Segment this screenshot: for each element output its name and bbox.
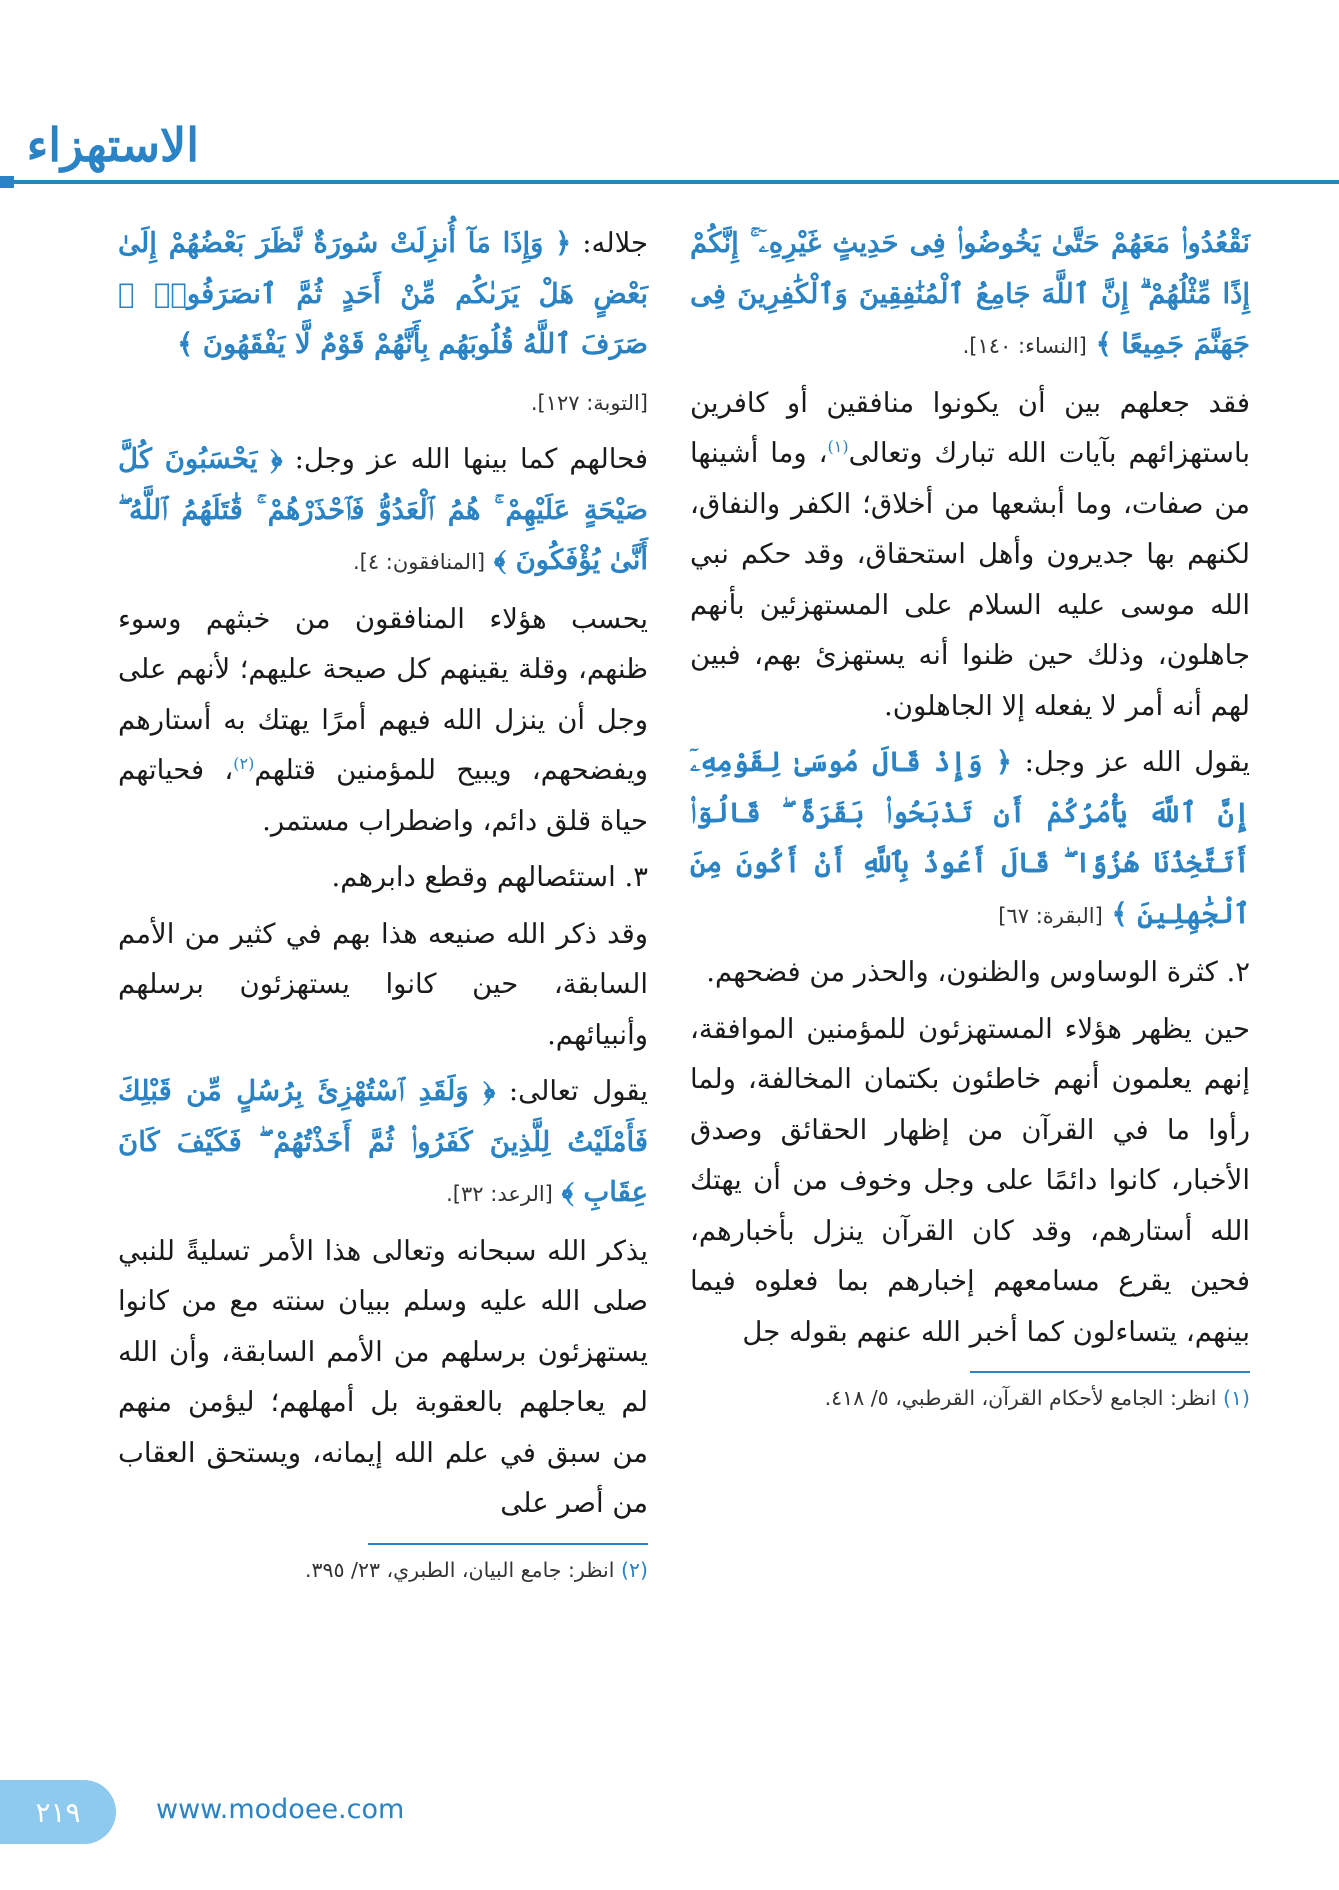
- paragraph-text: فحالهم كما بينها الله عز وجل:: [294, 443, 649, 475]
- paragraph-text: ، وما أشينها من صفات، وما أبشعها من أخلاق؛ الكفر والنفاق، لكنهم بها جديرون وأهل استحقاق، وقد حكم نبي الله موسى عليه السلام على المستهزئين بأنهم جاهلون، وذلك حين ظنوا أنه يستهزئ بهم، فبين لهم أنه أمر لا يفعله إلا الجاهلون.: [690, 437, 1250, 722]
- paragraph-text: يقول تعالى:: [508, 1075, 648, 1107]
- page-number: ٢١٩: [35, 1795, 81, 1829]
- paragraph-text: ، فحياتهم حياة قلق دائم، واضطراب مستمر.: [118, 754, 648, 837]
- verse-reference: [البقرة: ٦٧]: [998, 903, 1103, 928]
- quran-verse: ﴿ وَإِذْ قَالَ مُوسَىٰ لِقَوْمِهِۦٓ إِنَّ ٱللَّهَ يَأْمُرُكُمْ أَن تَذْبَحُوا۟ بَقَرَةً ۖ قَالُوٓا۟ أَتَتَّخِذُنَا هُزُوًا ۖ قَالَ أَعُوذُ بِٱللَّهِ أَنْ أَكُونَ مِنَ ٱلْجَٰهِلِينَ ﴾: [690, 746, 1250, 930]
- footnote: [118, 1553, 648, 1587]
- verse-reference: [التوبة: ١٢٧].: [530, 390, 648, 415]
- paragraph-text: جلاله:: [582, 227, 648, 259]
- paragraph: حين يظهر هؤلاء المستهزئون للمؤمنين الموافقة، إنهم يعلمون أنهم خاطئون بكتمان المخالفة، ولما رأوا ما في القرآن من إظهار الحقائق وصدق الأخبار، كانوا دائمًا على وجل وخوف من أن يهتك الله أستارهم، وقد كان القرآن ينزل بأخبارهم، فحين يقرع مسامعهم إخبارهم بما فعلوه فيما بينهم، يتساءلون كما أخبر الله عنهم بقوله جل: [690, 1012, 1250, 1348]
- quran-verse: ﴿ يَحْسَبُونَ كُلَّ صَيْحَةٍ عَلَيْهِمْ ۚ هُمُ ٱلْعَدُوُّ فَٱحْذَرْهُمْ ۚ قَٰتَلَهُمُ ٱللَّهُ ۖ أَنَّىٰ يُؤْفَكُونَ ﴾: [118, 443, 648, 576]
- verse-reference: [النساء: ١٤٠].: [962, 334, 1087, 358]
- site-url-link[interactable]: www.modoee.com: [156, 1794, 405, 1825]
- paragraph-text: يقول الله عز وجل:: [1024, 746, 1251, 778]
- paragraph-text: يحسب هؤلاء المنافقون من خبثهم وسوء ظنهم، وقلة يقينهم كل صيحة عليهم؛ لأنهم على وجل أن ينزل الله فيهم أمرًا يهتك به أستارهم ويفضحهم، ويبيح للمؤمنين قتلهم: [118, 602, 648, 786]
- quran-verse: ﴿ وَلَقَدِ ٱسْتُهْزِئَ بِرُسُلٍ مِّن قَبْلِكَ فَأَمْلَيْتُ لِلَّذِينَ كَفَرُوا۟ ثُمَّ أَخَذْتُهُمْ ۖ فَكَيْفَ كَانَ عِقَابِ ﴾: [118, 1075, 648, 1208]
- footnote-text: انظر: الجامع لأحكام القرآن، القرطبي، ٥/ ٤١٨.: [824, 1386, 1217, 1410]
- paragraph: [118, 594, 648, 847]
- footnote: [690, 1381, 1250, 1415]
- verse-reference: [المنافقون: ٤].: [352, 550, 486, 574]
- paragraph: يذكر الله سبحانه وتعالى هذا الأمر تسليةً للنبي صلى الله عليه وسلم ببيان سنته مع من كانوا يستهزئون برسلهم من الأمم السابقة، وأن الله لم يعاجلهم بالعقوبة بل أمهلهم؛ ليؤمن منهم من سبق في علم الله إيمانه، ويستحق العقاب من أصر على: [118, 1234, 648, 1519]
- right-column: [690, 218, 1250, 1421]
- section-heading: ٢. كثرة الوساوس والظنون، والحذر من فضحهم.: [706, 956, 1250, 988]
- footnote-marker[interactable]: (٢): [233, 753, 255, 773]
- header-rule-ornament: [0, 176, 14, 188]
- header-rule: [0, 180, 1339, 184]
- left-column: [118, 218, 648, 1593]
- section-heading: ٣. استئصالهم وقطع دابرهم.: [331, 861, 648, 893]
- footnote-rule: [368, 1543, 648, 1545]
- verse-reference: [الرعد: ٣٢].: [446, 1182, 553, 1206]
- paragraph: [690, 378, 1250, 732]
- quran-verse: ﴿ وَإِذَا مَآ أُنزِلَتْ سُورَةٌ نَّظَرَ بَعْضُهُمْ إِلَىٰ بَعْضٍ هَلْ يَرَىٰكُم مِّنْ أَحَدٍ ثُمَّ ٱنصَرَفُوا۟ ۚ صَرَفَ ٱللَّهُ قُلُوبَهُم بِأَنَّهُمْ قَوْمٌ لَّا يَفْقَهُونَ ﴾: [118, 227, 648, 360]
- verse-block: [690, 218, 1250, 372]
- footnote-number: (١): [1222, 1386, 1250, 1410]
- footnote-marker[interactable]: (١): [827, 436, 849, 456]
- page-number-tab: [0, 1780, 116, 1844]
- footnote-text: انظر: جامع البيان، الطبري، ٢٣/ ٣٩٥.: [304, 1557, 615, 1582]
- paragraph: [690, 737, 1250, 941]
- verse-block: [118, 218, 648, 370]
- quran-verse: نَقْعُدُوا۟ مَعَهُمْ حَتَّىٰ يَخُوضُوا۟ فِى حَدِيثٍ غَيْرِهِۦٓ ۚ إِنَّكُمْ إِذًا مِّثْلُهُمْ ۗ إِنَّ ٱللَّهَ جَامِعُ ٱلْمُنَٰفِقِينَ وَٱلْكَٰفِرِينَ فِى جَهَنَّمَ جَمِيعًا ﴾: [690, 227, 1250, 360]
- page-title: الاستهزاء: [26, 118, 199, 172]
- footnote-number: (٢): [620, 1557, 648, 1582]
- verse-reference-line: [118, 376, 648, 429]
- verse-block: [118, 1066, 648, 1220]
- footnote-rule: [970, 1371, 1250, 1373]
- verse-block: [118, 434, 648, 588]
- paragraph-text: فقد جعلهم بين أن يكونوا منافقين أو كافرين باستهزائهم بآيات الله تبارك وتعالى: [690, 386, 1250, 469]
- paragraph: وقد ذكر الله صنيعه هذا بهم في كثير من الأمم السابقة، حين كانوا يستهزئون برسلهم وأنبيائهم.: [118, 917, 648, 1051]
